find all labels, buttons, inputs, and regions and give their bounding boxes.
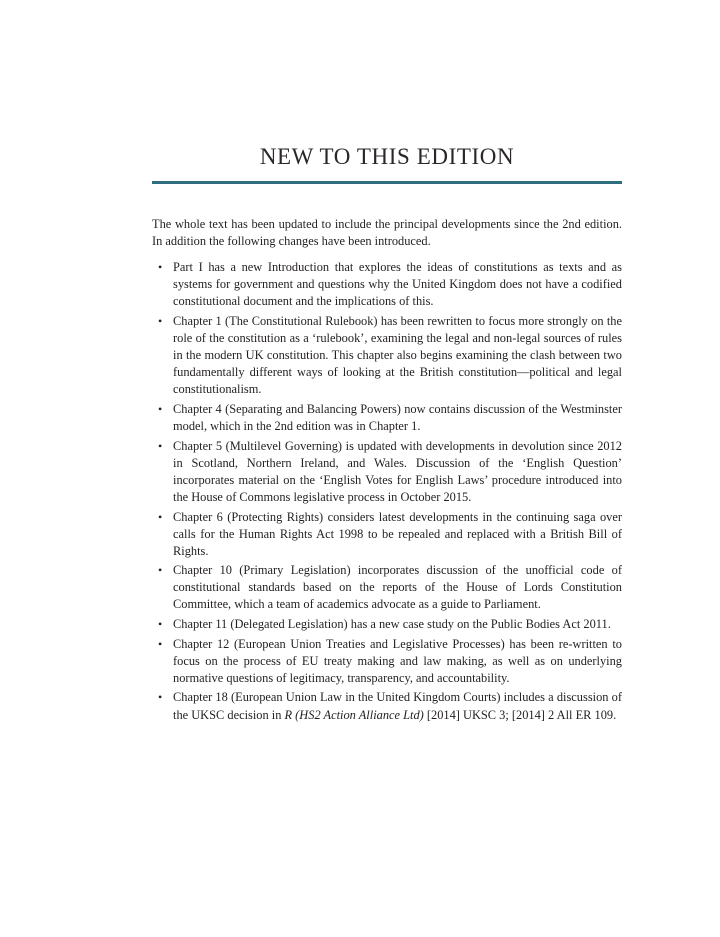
list-item-text: Chapter 12 (European Union Treaties and Legislative Processes) has been re-written to focus on the process of EU treaty making and law making, as well as on underlying normative questions of legitimacy, transparency, and accountability. bbox=[173, 636, 622, 685]
list-item bbox=[152, 509, 622, 560]
list-item-text: Chapter 11 (Delegated Legislation) has a new case study on the Public Bodies Act 2011. bbox=[173, 617, 611, 632]
bullet-icon: • bbox=[158, 636, 163, 651]
heading-rule bbox=[152, 181, 622, 184]
list-item-text: Chapter 5 (Multilevel Governing) is updated with developments in devolution since 2012 in Scotland, Northern Ireland, and Wales. Discussion of the ‘English Question’ incorporates material on the ‘English Votes for English Laws’ procedure introduced into the House of Commons legislative process in October 2015. bbox=[173, 438, 622, 504]
bullet-icon: • bbox=[158, 401, 163, 416]
bullet-icon: • bbox=[158, 617, 163, 632]
changes-list bbox=[152, 259, 622, 723]
list-item bbox=[152, 401, 622, 435]
list-item bbox=[152, 562, 622, 613]
intro-paragraph: The whole text has been updated to include the principal developments since the 2nd edition. In addition the following changes have been introduced. bbox=[152, 217, 622, 249]
list-item bbox=[152, 636, 622, 687]
list-item-text: Chapter 4 (Separating and Balancing Powers) now contains discussion of the Westminster model, which in the 2nd edition was in Chapter 1. bbox=[173, 401, 622, 434]
list-item bbox=[152, 313, 622, 398]
list-item bbox=[152, 616, 622, 633]
list-item-text-before: Chapter 18 (European Union Law in the United Kingdom Courts) includes a discussion of the UKSC decision in bbox=[173, 690, 622, 722]
bullet-icon: • bbox=[158, 260, 163, 275]
bullet-icon: • bbox=[158, 690, 163, 705]
list-item-text: Chapter 10 (Primary Legislation) incorporates discussion of the unofficial code of constitutional standards based on the reports of the House of Lords Constitution Committee, which a team of academics advocate as a guide to Parliament. bbox=[173, 563, 622, 612]
body-text bbox=[152, 216, 622, 726]
case-name: R (HS2 Action Alliance Ltd) bbox=[284, 707, 424, 722]
list-item-text: Chapter 1 (The Constitutional Rulebook) has been rewritten to focus more strongly on the role of the constitution as a ‘rulebook’, examining the legal and non-legal sources of rules in the modern UK constitution. This chapter also begins examining the clash between two fundamentally different ways of looking at the British constitution—political and legal constitutionalism. bbox=[173, 313, 622, 397]
page-heading: NEW TO THIS EDITION bbox=[259, 144, 515, 169]
bullet-icon: • bbox=[158, 313, 163, 328]
list-item-text: Chapter 6 (Protecting Rights) considers latest developments in the continuing saga over calls for the Human Rights Act 1998 to be repealed and replaced with a British Bill of Rights. bbox=[173, 509, 622, 558]
list-item bbox=[152, 259, 622, 310]
bullet-icon: • bbox=[158, 438, 163, 453]
list-item-text-after: [2014] UKSC 3; [2014] 2 All ER 109. bbox=[423, 707, 617, 722]
list-item bbox=[152, 689, 622, 723]
list-item-text: Part I has a new Introduction that explores the ideas of constitutions as texts and as systems for government and questions why the United Kingdom does not have a codified constitutional document and the implications of this. bbox=[173, 260, 622, 309]
bullet-icon: • bbox=[158, 509, 163, 524]
bullet-icon: • bbox=[158, 563, 163, 578]
list-item bbox=[152, 438, 622, 506]
